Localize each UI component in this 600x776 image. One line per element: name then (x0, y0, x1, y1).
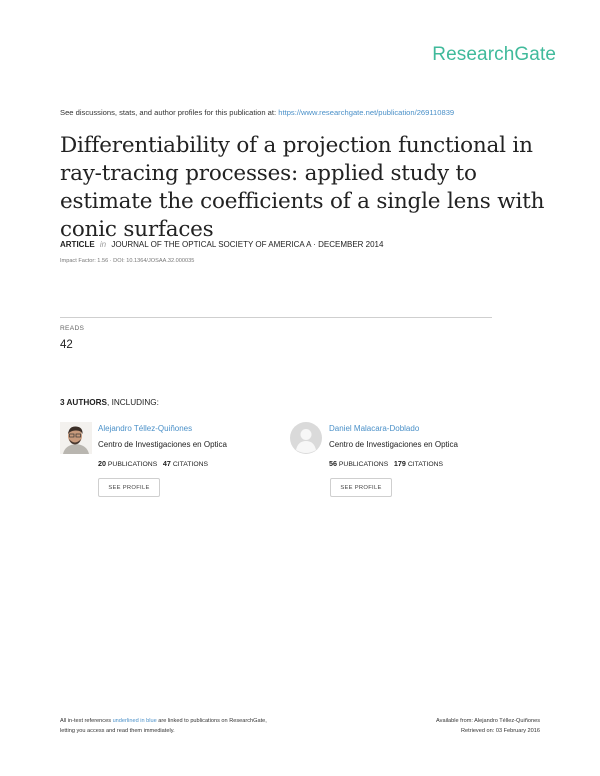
publication-link[interactable]: https://www.researchgate.net/publication/269110839 (278, 108, 455, 117)
publications-label: PUBLICATIONS (107, 461, 158, 468)
footer-right (436, 716, 540, 736)
footer-line (60, 716, 267, 726)
citations-count: 47 (162, 459, 171, 468)
author-stats (329, 459, 443, 468)
author-institution: Centro de Investigaciones en Optica (329, 440, 458, 449)
author-name[interactable]: Daniel Malacara-Doblado (329, 424, 420, 433)
footer-line: letting you access and read them immediately. (60, 728, 175, 734)
see-profile-button[interactable]: SEE PROFILE (98, 478, 160, 497)
author-stats (98, 459, 208, 468)
citations-label: CITATIONS (407, 461, 444, 468)
reads-count: 42 (60, 339, 73, 351)
divider (60, 317, 492, 318)
footer-text: All in-text references (60, 718, 111, 724)
footer-text: are linked to publications on ResearchGate, (158, 718, 267, 724)
researchgate-logo[interactable]: ResearchGate (432, 44, 556, 65)
in-label: in (99, 240, 107, 249)
author-photo-placeholder[interactable] (290, 422, 322, 454)
author-name[interactable]: Alejandro Téllez-Quiñones (98, 424, 193, 433)
citations-label: CITATIONS (172, 461, 209, 468)
discussion-line (60, 108, 454, 117)
authors-heading (60, 398, 159, 407)
citations-count: 179 (393, 459, 406, 468)
journal-name: JOURNAL OF THE OPTICAL SOCIETY OF AMERICA A · DECEMBER 2014 (111, 240, 384, 249)
discussion-prefix: See discussions, stats, and author profiles for this publication at: (60, 108, 277, 117)
footer-highlight: underlined in blue (112, 718, 157, 724)
publications-label: PUBLICATIONS (338, 461, 389, 468)
article-type: ARTICLE (60, 240, 95, 249)
available-from: Available from: Alejandro Téllez-Quiñones (436, 718, 540, 724)
authors-count: 3 AUTHORS (60, 398, 108, 407)
impact-doi: Impact Factor: 1.56 · DOI: 10.1364/JOSAA.32.000035 (60, 258, 195, 264)
publications-count: 56 (329, 459, 337, 468)
see-profile-button[interactable]: SEE PROFILE (330, 478, 392, 497)
article-meta (60, 240, 383, 249)
author-institution: Centro de Investigaciones en Optica (98, 440, 227, 449)
retrieved-on: Retrieved on: 03 February 2016 (461, 728, 540, 734)
footer-left (60, 716, 267, 736)
authors-suffix: , INCLUDING: (107, 398, 159, 407)
author-photo[interactable] (60, 422, 92, 454)
publications-count: 20 (98, 459, 106, 468)
reads-label: READS (60, 325, 85, 332)
paper-title: Differentiability of a projection functional in ray-tracing processes: applied study to estimate the coefficients of a single lens with conic surfaces (60, 133, 545, 242)
